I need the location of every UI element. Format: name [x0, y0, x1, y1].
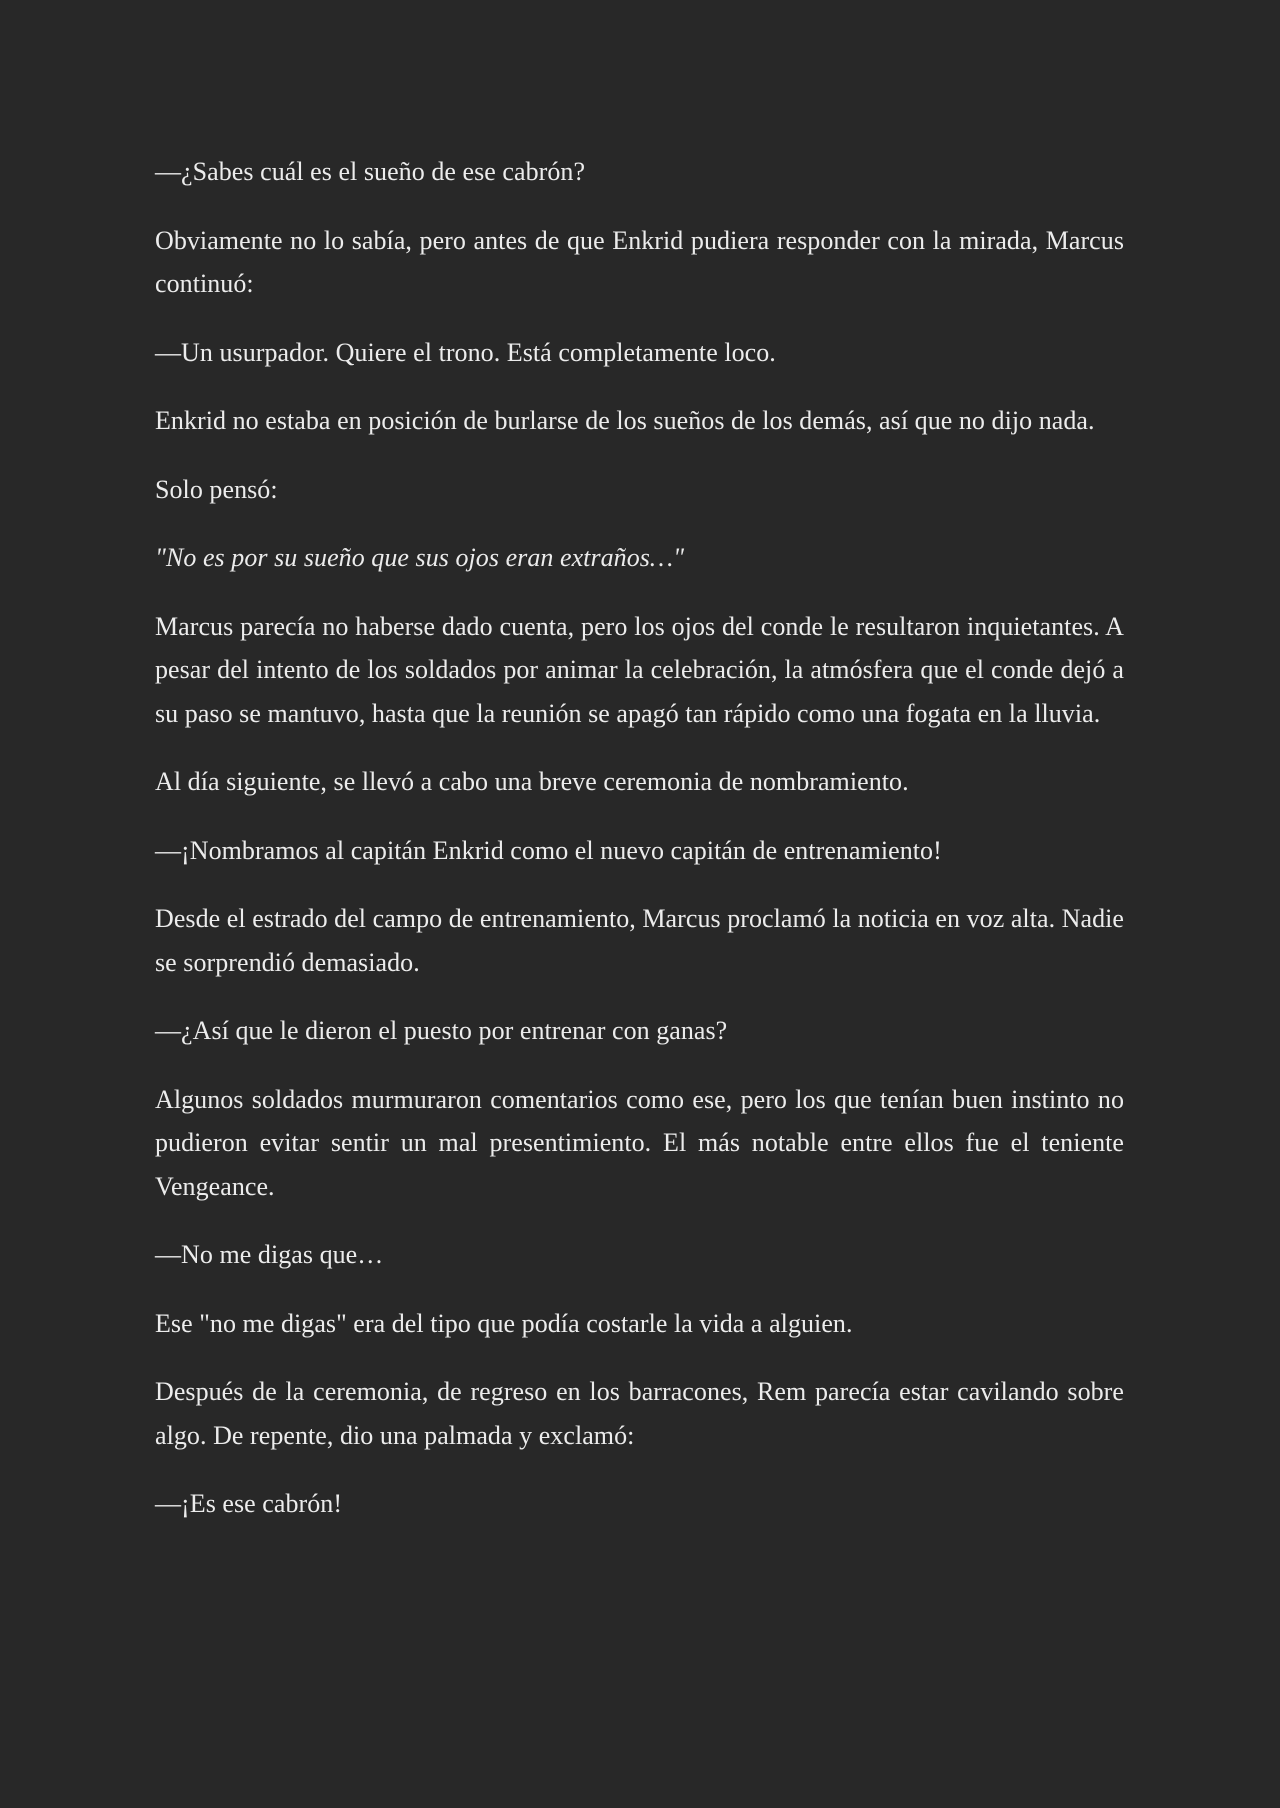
paragraph: Al día siguiente, se llevó a cabo una breve ceremonia de nombramiento.	[155, 767, 909, 796]
paragraph: —Un usurpador. Quiere el trono. Está completamente loco.	[155, 337, 776, 367]
paragraph: Marcus parecía no haberse dado cuenta, pero los ojos del conde le resultaron inquietantes. A pesar del intento de los soldados por animar la celebración, la atmósfera que el conde dejó a su paso se mantuvo, hasta que la reunión se apagó tan rápido como una fogata en la lluvia.	[155, 611, 1124, 728]
reader-content	[155, 150, 1124, 1551]
paragraph: —¿Así que le dieron el puesto por entrenar con ganas?	[155, 1016, 728, 1045]
paragraph: —No me digas que…	[155, 1240, 384, 1269]
paragraph: —¡Es ese cabrón!	[155, 1489, 343, 1518]
paragraph: —¡Nombramos al capitán Enkrid como el nuevo capitán de entrenamiento!	[155, 835, 942, 865]
paragraph: Obviamente no lo sabía, pero antes de que Enkrid pudiera responder con la mirada, Marcus continuó:	[155, 225, 1124, 298]
paragraph: Algunos soldados murmuraron comentarios como ese, pero los que tenían buen instinto no pudieron evitar sentir un mal presentimiento. El más notable entre ellos fue el teniente Vengeance.	[155, 1084, 1124, 1201]
paragraph: Enkrid no estaba en posición de burlarse de los sueños de los demás, así que no dijo nada.	[155, 406, 1095, 435]
paragraph: Solo pensó:	[155, 474, 278, 504]
paragraph: Ese "no me digas" era del tipo que podía costarle la vida a alguien.	[155, 1308, 853, 1338]
italic-thought-paragraph: "No es por su sueño que sus ojos eran extraños…"	[155, 543, 685, 572]
paragraph: —¿Sabes cuál es el sueño de ese cabrón?	[155, 157, 586, 186]
paragraph: Después de la ceremonia, de regreso en los barracones, Rem parecía estar cavilando sobre algo. De repente, dio una palmada y exclamó:	[155, 1377, 1124, 1450]
paragraph: Desde el estrado del campo de entrenamiento, Marcus proclamó la noticia en voz alta. Nadie se sorprendió demasiado.	[155, 904, 1124, 977]
